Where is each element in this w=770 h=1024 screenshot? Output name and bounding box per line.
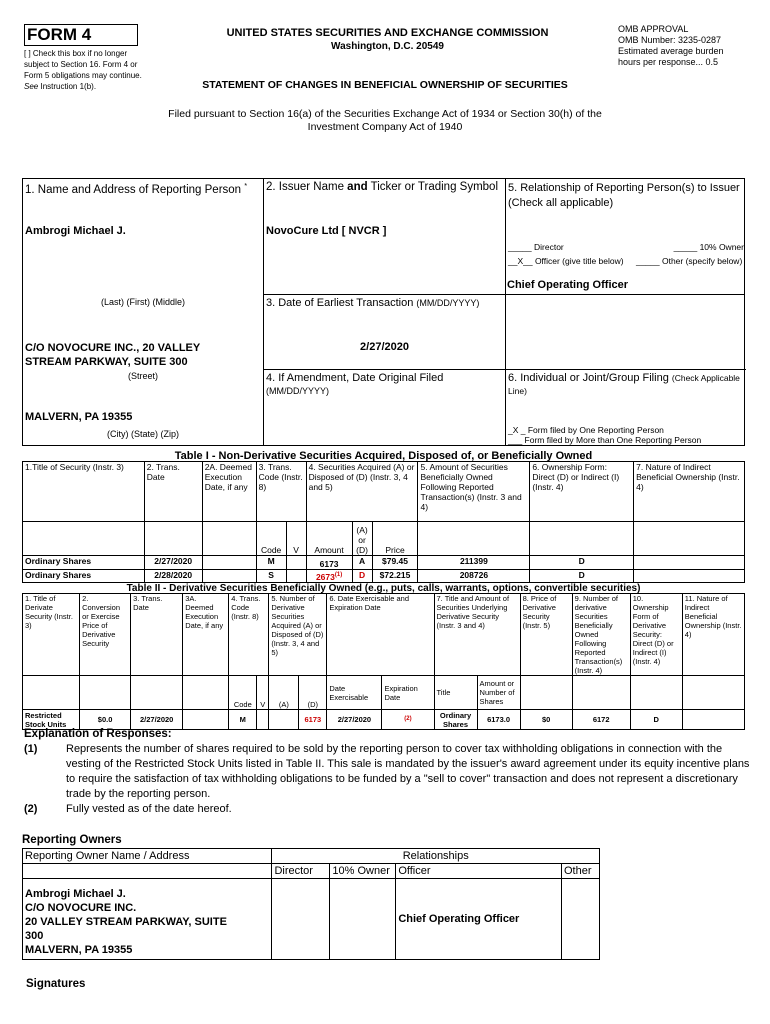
t2-r0-code: M [229, 710, 257, 730]
t1-r1-nature [634, 569, 745, 582]
t1-sub-aord: (A) or (D) [352, 522, 372, 556]
instruction-ref: Instruction 1(b). [40, 82, 97, 91]
earliest-transaction-date: 2/27/2020 [360, 341, 409, 353]
statement-title: STATEMENT OF CHANGES IN BENEFICIAL OWNERSHIP OF SECURITIES [202, 79, 568, 91]
t2-h-form: 10. Ownership Form of Derivative Security: Direct (D) or Indirect (I) (Instr. 4) [630, 594, 682, 676]
t1-r0-title: Ordinary Shares [23, 556, 145, 570]
box5-label-text: 5. Relationship of Reporting Person(s) to Issuer [508, 182, 740, 194]
t2-h-deemed: 3A. Deemed Execution Date, if any [183, 594, 229, 676]
t2-r0-title: Restricted Stock Units [23, 710, 80, 730]
t2-sub-code: Code [229, 676, 257, 710]
t2-h-number: 5. Number of Derivative Securities Acquired (A) or Disposed of (D) (Instr. 3, 4 and 5) [269, 594, 327, 676]
t1-r0-v [286, 556, 306, 570]
t2-h-conv: 2. Conversion or Exercise Price of Derivative Security [80, 594, 131, 676]
explanation-text-1: Represents the number of shares required to be sold by the reporting person to cover tax withholding obligations in connection with the vesting of the Restricted Stock Units listed in Table II. This sale is mandated by the issuer's award agreement under its equity incentive plans to require the satisfaction of tax withholding obligations to be funded by a "sell to cover" transaction and does not represent a discretionary trade by the reporting person. [66, 743, 750, 800]
t1-r0-price: $79.45 [372, 556, 418, 570]
t1-r0-code: M [256, 556, 286, 570]
street-line-2: STREAM PARKWAY, SUITE 300 [25, 356, 188, 368]
box5-label-2: (Check all applicable) [508, 197, 614, 209]
street-caption: (Street) [127, 371, 158, 381]
t2-r0-form: D [630, 710, 682, 730]
t1-h-deemed: 2A. Deemed Execution Date, if any [202, 462, 256, 522]
box4-label-text: 4. If Amendment, Date Original Filed [266, 372, 444, 384]
filed-pursuant-line-2: Investment Company Act of 1940 [307, 121, 463, 133]
explanation-item-1 [24, 742, 754, 802]
officer-option: __X__ Officer (give title below) [508, 256, 624, 266]
t2-sub-d: (D) [299, 676, 327, 710]
t2-h-nature: 11. Nature of Indirect Beneficial Ownership (Instr. 4) [682, 594, 744, 676]
owner-line-3: 20 VALLEY STREAM PARKWAY, SUITE [25, 916, 227, 928]
ten-percent-owner-option: _____ 10% Owner [673, 242, 744, 252]
t2-r0-v [257, 710, 269, 730]
explanation-num-2: (2) [24, 803, 38, 815]
filing-option-one: _X _ Form filed by One Reporting Person [508, 425, 664, 435]
t2-r0-a [269, 710, 299, 730]
owner-line-5: MALVERN, PA 19355 [25, 944, 133, 956]
filing-option-more: ___ Form filed by More than One Reporting Person [508, 435, 702, 445]
box2-label-and: and [347, 181, 368, 193]
owner-line-1: Ambrogi Michael J. [25, 888, 126, 900]
table2-row [23, 710, 745, 730]
box6-label [508, 372, 744, 398]
owners-col-name: Reporting Owner Name / Address [23, 849, 272, 864]
owner-officer-title: Chief Operating Officer [396, 879, 562, 960]
box2-label-a: 2. Issuer Name [266, 181, 348, 193]
burden-line-2: hours per response... 0.5 [618, 57, 719, 67]
filing-options [508, 425, 701, 445]
owners-sub-officer: Officer [396, 864, 562, 879]
other-option: _____ Other (specify below) [635, 256, 743, 266]
explanation-item-2 [24, 802, 754, 817]
owners-table [22, 848, 600, 960]
table1-row [23, 569, 745, 582]
t2-r0-nature [682, 710, 744, 730]
t2-sub-expiration: Expiration Date [382, 676, 434, 710]
t1-r1-date: 2/28/2020 [144, 569, 202, 582]
box4-label [266, 372, 443, 398]
t1-sub-price: Price [372, 522, 418, 556]
t2-r0-d: 6173 [299, 710, 327, 730]
t2-h-owned: 9. Number of derivative Securities Beneficially Owned Following Reported Transaction(s) (Instr. 4) [572, 594, 630, 676]
no-longer-subject-note [24, 48, 150, 92]
t2-r0-u-title: Ordinary Shares [434, 710, 477, 730]
t1-h-date: 2. Trans. Date [144, 462, 202, 522]
t1-r1-amount-value: 2673 [315, 571, 335, 582]
box3-label [266, 297, 479, 309]
t1-h-code: 3. Trans. Code (Instr. 8) [256, 462, 306, 522]
name-caption: (Last) (First) (Middle) [100, 297, 185, 307]
omb-approval: OMB APPROVAL [618, 24, 689, 34]
t1-r0-nature [634, 556, 745, 570]
box2-label [266, 181, 498, 193]
explanation-title: Explanation of Responses: [24, 728, 172, 740]
explanation-list [24, 742, 754, 817]
t2-h-code: 4. Trans. Code (Instr. 8) [229, 594, 269, 676]
owners-title: Reporting Owners [22, 834, 122, 846]
filed-pursuant-line-1: Filed pursuant to Section 16(a) of the Securities Exchange Act of 1934 or Section 30(h) of the [168, 108, 602, 120]
omb-approval-box [618, 24, 758, 68]
signatures-title: Signatures [26, 978, 86, 990]
t1-h-nature: 7. Nature of Indirect Beneficial Ownership (Instr. 4) [634, 462, 745, 522]
owner-row [23, 879, 600, 960]
t1-r1-price: $72.215 [372, 569, 418, 582]
explanation-num-1: (1) [24, 743, 38, 755]
t2-sub-title: Title [434, 676, 477, 710]
table1-row [23, 556, 745, 570]
t2-sub-v: V [257, 676, 269, 710]
box3-label-text: 3. Date of Earliest Transaction [266, 297, 414, 309]
table2-title: Table II - Derivative Securities Beneficially Owned (e.g., puts, calls, warrants, options, convertible securities) [126, 583, 641, 594]
owners-sub-other: Other [561, 864, 599, 879]
t1-r0-aord: A [352, 556, 372, 570]
t1-r1-deemed [202, 569, 256, 582]
agency-name: UNITED STATES SECURITIES AND EXCHANGE COMMISSION [226, 27, 549, 39]
owners-sub-director: Director [272, 864, 330, 879]
box5-label [508, 181, 744, 211]
t2-h-price: 8. Price of Derivative Security (Instr. 5) [520, 594, 572, 676]
reporting-person-street [25, 341, 200, 369]
t1-r0-form: D [530, 556, 634, 570]
t2-sub-exercisable: Date Exercisable [327, 676, 382, 710]
t1-h-form: 6. Ownership Form: Direct (D) or Indirect (I) (Instr. 4) [530, 462, 634, 522]
t1-h-securities: 4. Securities Acquired (A) or Disposed of (D) (Instr. 3, 4 and 5) [306, 462, 418, 522]
street-line-1: C/O NOVOCURE INC., 20 VALLEY [25, 342, 201, 354]
t1-r0-date: 2/27/2020 [144, 556, 202, 570]
director-option: _____ Director [508, 242, 564, 252]
t2-h-date: 3. Trans. Date [131, 594, 183, 676]
t2-sub-amount: Amount or Number of Shares [477, 676, 520, 710]
t1-r1-owned: 208726 [418, 569, 530, 582]
t1-h-owned: 5. Amount of Securities Beneficially Owned Following Reported Transaction(s) (Instr. 3 and 4) [418, 462, 530, 522]
agency-city: Washington, D.C. 20549 [331, 41, 444, 52]
officer-title: Chief Operating Officer [507, 279, 629, 291]
t1-r1-code: S [256, 569, 286, 582]
t2-r0-conv: $0.0 [80, 710, 131, 730]
omb-number: OMB Number: 3235-0287 [618, 35, 722, 45]
owners-col-relationships: Relationships [272, 849, 600, 864]
t1-r0-owned: 211399 [418, 556, 530, 570]
owner-line-4: 300 [25, 930, 44, 942]
burden-line-1: Estimated average burden [618, 46, 724, 56]
t2-h-exercisable: 6. Date Exercisable and Expiration Date [327, 594, 434, 676]
issuer-name: NovoCure Ltd [ NVCR ] [266, 225, 387, 237]
reporting-person-name: Ambrogi Michael J. [25, 225, 126, 237]
t1-r0-deemed [202, 556, 256, 570]
t2-r0-owned: 6172 [572, 710, 630, 730]
box6-label-text: 6. Individual or Joint/Group Filing [508, 372, 669, 384]
see-label: See [24, 82, 39, 91]
t1-r1-form: D [530, 569, 634, 582]
box3-format: (MM/DD/YYYY) [416, 298, 480, 308]
t2-r0-exercisable: 2/27/2020 [327, 710, 382, 730]
t2-r0-price: $0 [520, 710, 572, 730]
owner-address [23, 879, 272, 960]
t1-r1-amount-footnote[interactable]: (1) [334, 571, 343, 578]
t1-r1-v [286, 569, 306, 582]
t1-r1-aord: D [352, 569, 372, 582]
filed-pursuant [120, 108, 650, 134]
t2-r0-deemed [183, 710, 229, 730]
t2-sub-a: (A) [269, 676, 299, 710]
reporting-person-city: MALVERN, PA 19355 [25, 411, 133, 423]
t1-sub-v: V [286, 522, 306, 556]
box6-check-line: (Check Applicable Line) [508, 373, 740, 396]
t1-h-title: 1.Title of Security (Instr. 3) [23, 462, 145, 522]
t1-sub-amount: Amount [306, 522, 352, 556]
t2-r0-date: 2/27/2020 [131, 710, 183, 730]
form-title: FORM 4 [24, 24, 138, 46]
box4-format: (MM/DD/YYYY) [266, 386, 329, 396]
box1-label-text: 1. Name and Address of Reporting Person [25, 183, 242, 196]
t2-r0-expiration[interactable]: (2) [382, 710, 434, 730]
t1-r1-title: Ordinary Shares [23, 569, 145, 582]
box1-label [25, 181, 247, 196]
t1-r0-amount-value: 6173 [319, 558, 339, 569]
t1-r0-amount [306, 556, 352, 570]
t2-h-title: 1. Title of Derivate Security (Instr. 3) [23, 594, 80, 676]
t1-r1-amount [306, 569, 352, 582]
relationship-checkboxes [508, 241, 744, 267]
t2-h-underlying: 7. Title and Amount of Securities Underlying Derivative Security (Instr. 3 and 4) [434, 594, 520, 676]
t2-r0-u-amount: 6173.0 [477, 710, 520, 730]
box2-label-b: Ticker or Trading Symbol [367, 181, 499, 193]
t1-sub-code: Code [256, 522, 286, 556]
owners-sub-ten: 10% Owner [330, 864, 396, 879]
explanation-text-2: Fully vested as of the date hereof. [66, 803, 232, 815]
owner-line-2: C/O NOVOCURE INC. [25, 902, 137, 914]
city-caption: (City) (State) (Zip) [107, 429, 179, 439]
table2 [22, 593, 745, 730]
table1-title: Table I - Non-Derivative Securities Acquired, Disposed of, or Beneficially Owned [174, 450, 593, 462]
check-box-text: [ ] Check this box if no longer subject to Section 16. Form 4 or Form 5 obligations may continue. [24, 49, 142, 80]
box1-footnote: * [244, 181, 248, 190]
reporting-person-section [22, 178, 745, 446]
table1 [22, 461, 745, 583]
